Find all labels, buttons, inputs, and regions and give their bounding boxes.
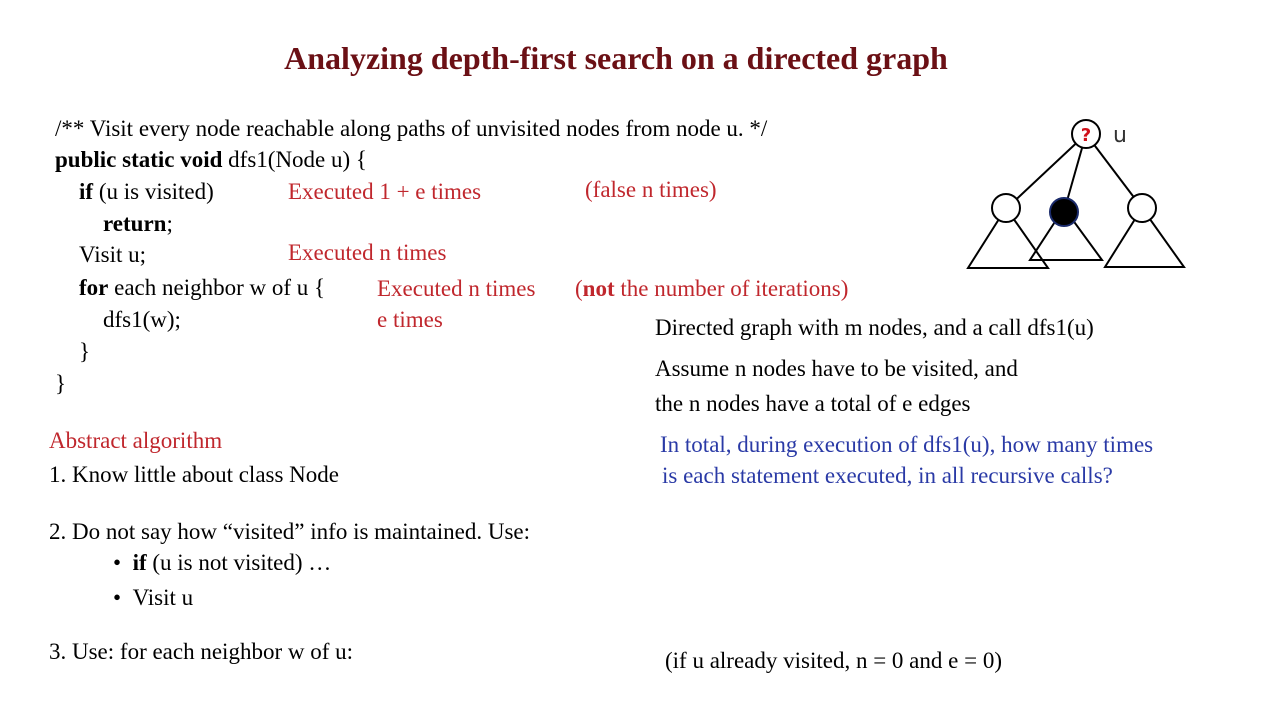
edge-left bbox=[1007, 134, 1086, 208]
abstract-heading: Abstract algorithm bbox=[49, 428, 223, 453]
annotation-for-count: Executed n times bbox=[377, 276, 536, 301]
annotation-if-false: (false n times) bbox=[585, 177, 717, 202]
code-call-line: dfs1(w); bbox=[103, 307, 181, 332]
question-line-2: is each statement executed, in all recursive calls? bbox=[662, 463, 1113, 488]
node-right bbox=[1128, 194, 1156, 222]
graph-description: Directed graph with m nodes, and a call dfs1(u) bbox=[655, 315, 1094, 340]
signature-keyword: public static void bbox=[55, 147, 223, 172]
node-left bbox=[992, 194, 1020, 222]
code-if-line bbox=[79, 178, 214, 206]
footnote: (if u already visited, n = 0 and e = 0) bbox=[665, 648, 1002, 673]
abstract-bullet-2 bbox=[113, 585, 193, 611]
for-note-bold: not bbox=[582, 276, 615, 301]
for-note-open: ( bbox=[575, 276, 583, 301]
annotation-call-count: e times bbox=[377, 307, 443, 332]
node-middle-visited bbox=[1050, 198, 1078, 226]
for-note-rest: the number of iterations) bbox=[614, 276, 849, 301]
abstract-item-2: 2. Do not say how “visited” info is maintained. Use: bbox=[49, 519, 531, 544]
bullet-glyph: • bbox=[113, 585, 122, 610]
code-visit-line: Visit u; bbox=[79, 242, 146, 267]
code-comment: /** Visit every node reachable along paths of unvisited nodes from node u. */ bbox=[55, 116, 768, 141]
assumption-line-1: Assume n nodes have to be visited, and bbox=[655, 356, 1018, 381]
question-line-1: In total, during execution of dfs1(u), how many times bbox=[660, 432, 1154, 457]
code-return-line bbox=[103, 210, 173, 238]
abstract-item-1: 1. Know little about class Node bbox=[49, 462, 340, 487]
for-rest: each neighbor w of u { bbox=[108, 275, 326, 300]
if-condition: (u is visited) bbox=[93, 179, 214, 204]
bullet-1-keyword: if bbox=[132, 550, 147, 575]
slide-title: Analyzing depth-first search on a directed graph bbox=[284, 40, 948, 76]
code-signature bbox=[55, 146, 367, 174]
annotation-for-note bbox=[575, 276, 848, 302]
bullet-1-rest: (u is not visited) … bbox=[146, 550, 332, 575]
code-close-inner: } bbox=[79, 339, 91, 364]
for-keyword: for bbox=[79, 275, 109, 300]
annotation-if-count: Executed 1 + e times bbox=[288, 179, 482, 204]
abstract-item-3: 3. Use: for each neighbor w of u: bbox=[49, 639, 354, 664]
signature-rest: dfs1(Node u) { bbox=[222, 147, 367, 172]
annotation-visit-count: Executed n times bbox=[288, 240, 447, 265]
root-question-mark: ? bbox=[1080, 125, 1092, 146]
return-keyword: return bbox=[103, 211, 167, 236]
code-for-line bbox=[79, 274, 325, 302]
code-close-outer: } bbox=[55, 371, 67, 396]
root-label: u bbox=[1113, 123, 1127, 148]
bullet-2-text: Visit u bbox=[132, 585, 194, 610]
if-keyword: if bbox=[79, 179, 94, 204]
dfs-tree-diagram bbox=[960, 110, 1200, 280]
bullet-glyph: • bbox=[113, 550, 122, 575]
return-semicolon: ; bbox=[166, 211, 173, 236]
abstract-bullet-1 bbox=[113, 550, 331, 576]
assumption-line-2: the n nodes have a total of e edges bbox=[655, 391, 971, 416]
